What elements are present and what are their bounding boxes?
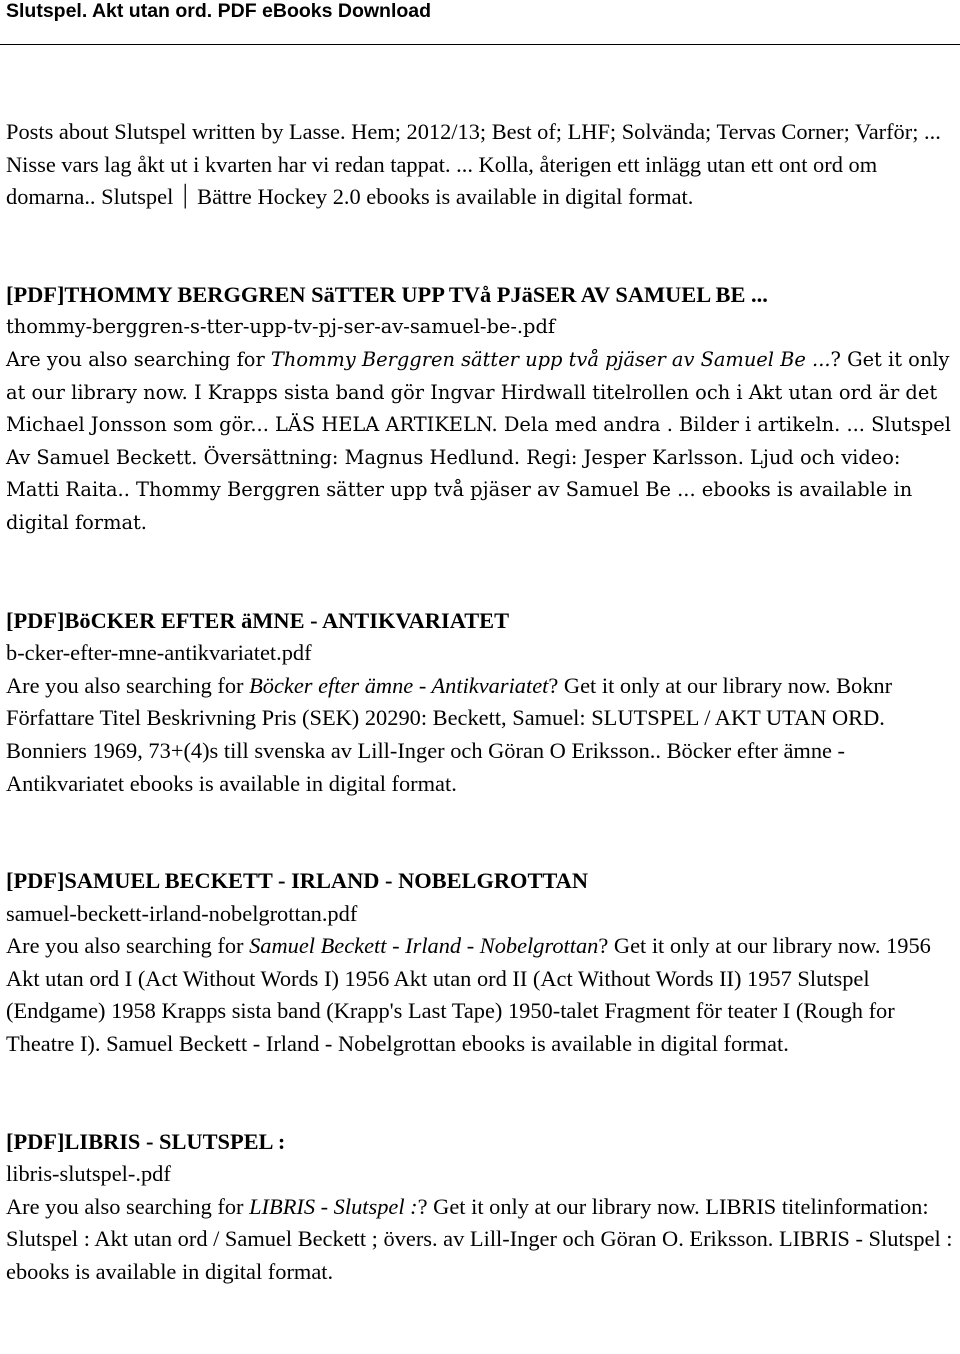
section-title: [PDF]THOMMY BERGGREN SäTTER UPP TVå PJäSER AV SAMUEL BE ... <box>6 281 768 307</box>
section-title: [PDF]BöCKER EFTER äMNE - ANTIKVARIATET <box>6 607 509 633</box>
page-header-title: Slutspel. Akt utan ord. PDF eBooks Download <box>6 0 432 22</box>
library-prompt: ? Get it only at our library now. <box>6 347 950 404</box>
library-prompt: ? Get it only at our library now. <box>548 672 831 698</box>
search-query-title: Böcker efter ämne - Antikvariatet <box>249 672 549 698</box>
search-prompt-prefix: Are you also searching for <box>6 1193 250 1219</box>
section-description <box>6 1191 956 1289</box>
section-description <box>6 344 956 540</box>
section-description <box>6 670 956 800</box>
section-description <box>6 930 956 1060</box>
result-section-nobelgrottan <box>6 865 956 1061</box>
section-body-text: I Krapps sista band gör Ingvar Hirdwall titelrollen och i Akt utan ord är det Michael Jonsson som gör... LÄS HELA ARTIKELN. Dela med andra . Bilder i artikeln. ... Slutspel Av Samuel Beckett. Översättning: Magnus Hedlund. Regi: Jesper Karlsson. Ljud och video: Matti Raita.. Thommy Berggren sätter upp två pjäser av Samuel Be ... ebooks is available in digital format. <box>6 380 951 534</box>
search-query-title: Samuel Beckett - Irland - Nobelgrottan <box>249 933 599 959</box>
pdf-filename: thommy-berggren-s-tter-upp-tv-pj-ser-av-samuel-be-.pdf <box>6 315 556 339</box>
section-body-text: LIBRIS titelinformation: Slutspel : Akt utan ord / Samuel Beckett ; övers. av Lill-Inger och Göran O. Eriksson. LIBRIS - Slutspel : ebooks is available in digital format. <box>6 1193 953 1285</box>
search-query-title: Thommy Berggren sätter upp två pjäser av Samuel Be ... <box>270 347 831 371</box>
result-section-libris <box>6 1126 956 1289</box>
pdf-filename: b-cker-efter-mne-antikvariatet.pdf <box>6 640 312 666</box>
pdf-filename: libris-slutspel-.pdf <box>6 1161 171 1187</box>
search-prompt-prefix: Are you also searching for <box>6 347 271 371</box>
document-body <box>6 116 956 1289</box>
section-body-text: 1956 Akt utan ord I (Act Without Words I) 1956 Akt utan ord II (Act Without Words II) 1957 Slutspel (Endgame) 1958 Krapps sista band (Krapp's Last Tape) 1950-talet Fragment för teater I (Rough for Theatre I). Samuel Beckett - Irland - Nobelgrottan ebooks is available in digital format. <box>6 933 931 1057</box>
header-divider <box>0 44 960 45</box>
result-section-thommy-berggren <box>6 279 956 540</box>
section-title: [PDF]SAMUEL BECKETT - IRLAND - NOBELGROTTAN <box>6 868 589 894</box>
section-body-text: Boknr Författare Titel Beskrivning Pris (SEK) 20290: Beckett, Samuel: SLUTSPEL / AKT UTAN ORD. Bonniers 1969, 73+(4)s till svenska av Lill-Inger och Göran O Eriksson.. Böcker efter ämne - Antikvariatet ebooks is available in digital format. <box>6 672 893 796</box>
search-query-title: LIBRIS - Slutspel : <box>249 1193 418 1219</box>
search-prompt-prefix: Are you also searching for <box>6 933 250 959</box>
intro-paragraph: Posts about Slutspel written by Lasse. Hem; 2012/13; Best of; LHF; Solvända; Tervas Corner; Varför; ... Nisse vars lag åkt ut i kvarten har vi redan tappat. ... Kolla, återigen ett inlägg utan ett ont ord om domarna.. Slutspel ⏐ Bättre Hockey 2.0 ebooks is available in digital format. <box>6 119 941 210</box>
library-prompt: ? Get it only at our library now. <box>598 933 881 959</box>
section-title: [PDF]LIBRIS - SLUTSPEL : <box>6 1128 286 1154</box>
library-prompt: ? Get it only at our library now. <box>417 1193 700 1219</box>
pdf-filename: samuel-beckett-irland-nobelgrottan.pdf <box>6 900 358 926</box>
search-prompt-prefix: Are you also searching for <box>6 672 250 698</box>
result-section-antikvariatet <box>6 605 956 801</box>
